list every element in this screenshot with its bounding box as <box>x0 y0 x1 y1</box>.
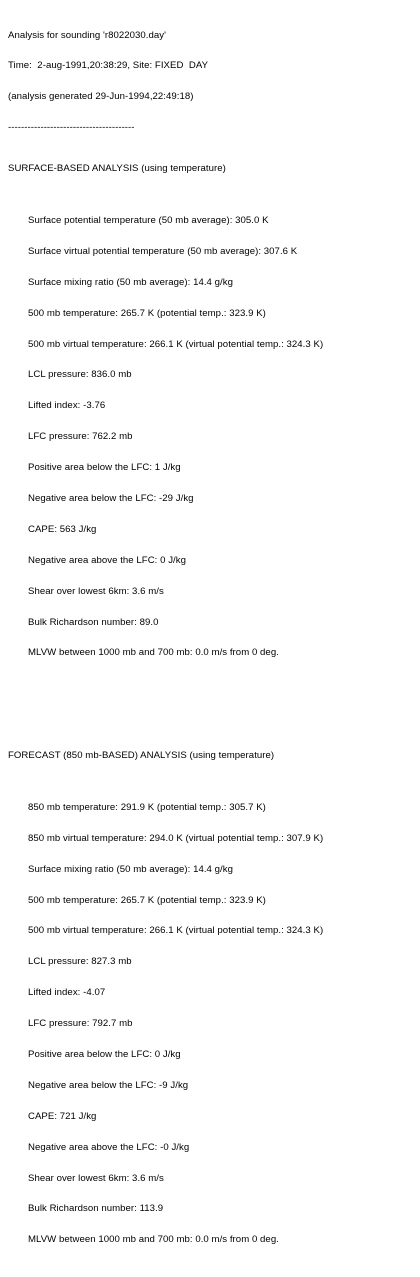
forecast-line: 850 mb virtual temperature: 294.0 K (virtual potential temp.: 307.9 K) <box>28 832 324 844</box>
forecast-line: MLVW between 1000 mb and 700 mb: 0.0 m/s from 0 deg. <box>28 1234 279 1246</box>
forecast-analysis-lines <box>8 782 412 1266</box>
forecast-line: Positive area below the LFC: 0 J/kg <box>28 1048 181 1060</box>
document-title: Analysis for sounding 'r8022030.day' <box>8 29 166 41</box>
forecast-line: 500 mb temperature: 265.7 K (potential temp.: 323.9 K) <box>28 894 266 906</box>
surface-line: 500 mb virtual temperature: 266.1 K (virtual potential temp.: 324.3 K) <box>28 338 324 350</box>
surface-line: MLVW between 1000 mb and 700 mb: 0.0 m/s from 0 deg. <box>28 647 279 659</box>
surface-line: Bulk Richardson number: 89.0 <box>28 616 159 628</box>
surface-line: Shear over lowest 6km: 3.6 m/s <box>28 585 164 597</box>
forecast-line: Negative area below the LFC: -9 J/kg <box>28 1079 189 1091</box>
surface-line: Negative area below the LFC: -29 J/kg <box>28 492 194 504</box>
forecast-line: 500 mb virtual temperature: 266.1 K (virtual potential temp.: 324.3 K) <box>28 925 324 937</box>
surface-line: Lifted index: -3.76 <box>28 400 106 412</box>
forecast-line: Lifted index: -4.07 <box>28 987 106 999</box>
sounding-analysis-document <box>8 10 412 1277</box>
surface-line: Positive area below the LFC: 1 J/kg <box>28 462 181 474</box>
forecast-line: LCL pressure: 827.3 mb <box>28 956 132 968</box>
forecast-line: 850 mb temperature: 291.9 K (potential temp.: 305.7 K) <box>28 801 266 813</box>
forecast-line: Negative area above the LFC: -0 J/kg <box>28 1141 190 1153</box>
surface-line: LCL pressure: 836.0 mb <box>28 369 132 381</box>
section-spacer <box>8 710 412 720</box>
surface-line: Surface potential temperature (50 mb average): 305.0 K <box>28 214 269 226</box>
surface-line: Surface mixing ratio (50 mb average): 14.4 g/kg <box>28 276 233 288</box>
surface-analysis-lines <box>8 195 412 679</box>
surface-line: 500 mb temperature: 265.7 K (potential temp.: 323.9 K) <box>28 307 266 319</box>
analysis-generated-date: (analysis generated 29-Jun-1994,22:49:18) <box>8 91 194 103</box>
forecast-line: Shear over lowest 6km: 3.6 m/s <box>28 1172 164 1184</box>
surface-line: LFC pressure: 762.2 mb <box>28 431 133 443</box>
surface-analysis-heading: SURFACE-BASED ANALYSIS (using temperature) <box>8 163 226 175</box>
forecast-line: Surface mixing ratio (50 mb average): 14.4 g/kg <box>28 863 233 875</box>
sounding-time-and-site: Time: 2-aug-1991,20:38:29, Site: FIXED DAY <box>8 60 209 72</box>
forecast-line: Bulk Richardson number: 113.9 <box>28 1203 164 1215</box>
header-separator: --------------------------------------- <box>8 122 135 134</box>
forecast-line: LFC pressure: 792.7 mb <box>28 1018 133 1030</box>
surface-line: CAPE: 563 J/kg <box>28 523 97 535</box>
forecast-analysis-heading: FORECAST (850 mb-BASED) ANALYSIS (using temperature) <box>8 750 275 762</box>
forecast-line: CAPE: 721 J/kg <box>28 1110 97 1122</box>
surface-line: Negative area above the LFC: 0 J/kg <box>28 554 187 566</box>
surface-line: Surface virtual potential temperature (50 mb average): 307.6 K <box>28 245 298 257</box>
